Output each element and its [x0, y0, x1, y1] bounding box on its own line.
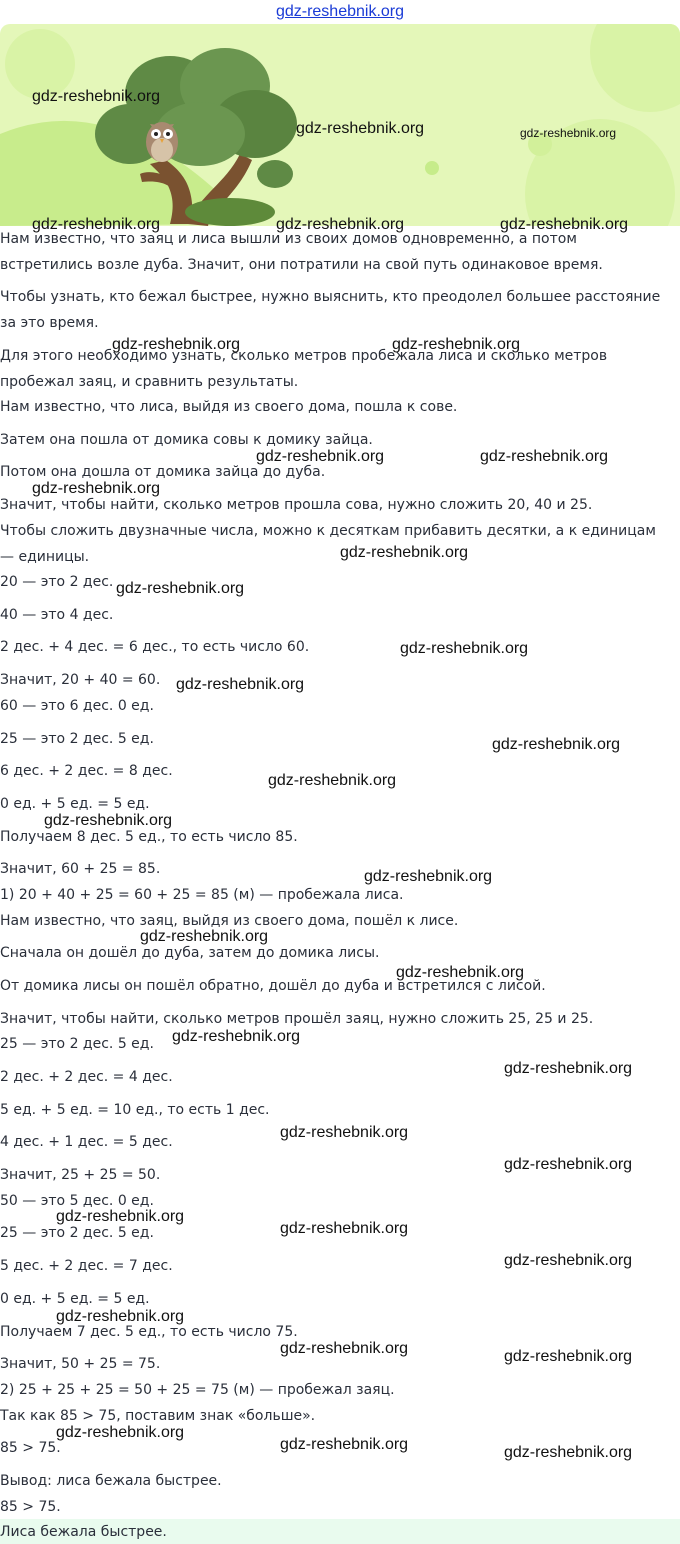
- text-line: Значит, чтобы найти, сколько метров прошёл заяц, нужно сложить 25, 25 и 25.: [0, 1011, 594, 1027]
- site-link[interactable]: gdz-reshebnik.org: [275, 3, 405, 20]
- watermark: gdz-reshebnik.org: [280, 1436, 409, 1453]
- text-line: 25 — это 2 дес. 5 ед.: [0, 1036, 154, 1052]
- watermark: gdz-reshebnik.org: [32, 480, 161, 497]
- text-line: Значит, 60 + 25 = 85.: [0, 861, 161, 877]
- text-line: 2) 25 + 25 + 25 = 50 + 25 = 75 (м) — пробежал заяц.: [0, 1382, 395, 1398]
- watermark: gdz-reshebnik.org: [396, 964, 525, 981]
- text-line: 25 — это 2 дес. 5 ед.: [0, 1225, 154, 1241]
- watermark: gdz-reshebnik.org: [44, 812, 173, 829]
- text-line: Чтобы сложить двузначные числа, можно к десяткам прибавить десятки, а к единицам: [0, 523, 656, 539]
- watermark: gdz-reshebnik.org: [32, 216, 161, 233]
- text-line: 5 дес. + 2 дес. = 7 дес.: [0, 1258, 173, 1274]
- text-line: Вывод: лиса бежала быстрее.: [0, 1473, 222, 1489]
- watermark: gdz-reshebnik.org: [280, 1124, 409, 1141]
- watermark: gdz-reshebnik.org: [500, 216, 629, 233]
- watermark: gdz-reshebnik.org: [340, 544, 469, 561]
- text-line: 25 — это 2 дес. 5 ед.: [0, 731, 154, 747]
- text-line: 5 ед. + 5 ед. = 10 ед., то есть 1 дес.: [0, 1102, 270, 1118]
- text-line: 4 дес. + 1 дес. = 5 дес.: [0, 1134, 173, 1150]
- watermark: gdz-reshebnik.org: [504, 1444, 633, 1461]
- watermark: gdz-reshebnik.org: [504, 1252, 633, 1269]
- watermark: gdz-reshebnik.org: [364, 868, 493, 885]
- text-line: Потом она дошла от домика зайца до дуба.: [0, 464, 326, 480]
- watermark: gdz-reshebnik.org: [32, 88, 161, 105]
- watermark: gdz-reshebnik.org: [268, 772, 397, 789]
- text-line: 2 дес. + 4 дес. = 6 дес., то есть число 60.: [0, 639, 310, 655]
- watermark: gdz-reshebnik.org: [400, 640, 529, 657]
- watermark: gdz-reshebnik.org: [140, 928, 269, 945]
- watermark: gdz-reshebnik.org: [280, 1220, 409, 1237]
- text-line: Для этого необходимо узнать, сколько метров пробежала лиса и сколько метров: [0, 348, 608, 364]
- text-line: 50 — это 5 дес. 0 ед.: [0, 1193, 154, 1209]
- watermark: gdz-reshebnik.org: [56, 1308, 185, 1325]
- watermark: gdz-reshebnik.org: [256, 448, 385, 465]
- text-line: Значит, 50 + 25 = 75.: [0, 1356, 161, 1372]
- text-line: 6 дес. + 2 дес. = 8 дес.: [0, 763, 173, 779]
- watermark: gdz-reshebnik.org: [176, 676, 305, 693]
- watermark: gdz-reshebnik.org: [504, 1156, 633, 1173]
- text-line: 1) 20 + 40 + 25 = 60 + 25 = 85 (м) — пробежала лиса.: [0, 887, 404, 903]
- watermark: gdz-reshebnik.org: [504, 1060, 633, 1077]
- text-line: Так как 85 > 75, поставим знак «больше».: [0, 1408, 316, 1424]
- text-line: встретились возле дуба. Значит, они потратили на свой путь одинаковое время.: [0, 257, 603, 273]
- text-line: 40 — это 4 дес.: [0, 607, 114, 623]
- text-line: 20 — это 2 дес.: [0, 574, 114, 590]
- text-line: Нам известно, что заяц, выйдя из своего дома, пошёл к лисе.: [0, 913, 459, 929]
- text-line: 0 ед. + 5 ед. = 5 ед.: [0, 1291, 150, 1307]
- watermark: gdz-reshebnik.org: [56, 1424, 185, 1441]
- text-line: 2 дес. + 2 дес. = 4 дес.: [0, 1069, 173, 1085]
- text-line: — единицы.: [0, 549, 90, 565]
- text-line: Нам известно, что лиса, выйдя из своего дома, пошла к сове.: [0, 399, 458, 415]
- text-line: Получаем 8 дес. 5 ед., то есть число 85.: [0, 829, 298, 845]
- watermark: gdz-reshebnik.org: [480, 448, 609, 465]
- watermark: gdz-reshebnik.org: [112, 336, 241, 353]
- watermark: gdz-reshebnik.org: [276, 216, 405, 233]
- text-line: Значит, чтобы найти, сколько метров прошла сова, нужно сложить 20, 40 и 25.: [0, 497, 593, 513]
- watermark: gdz-reshebnik.org: [520, 126, 617, 140]
- watermark: gdz-reshebnik.org: [296, 120, 425, 137]
- text-line: Нам известно, что заяц и лиса вышли из своих домов одновременно, а потом: [0, 231, 577, 247]
- site-header: [0, 0, 680, 24]
- watermark: gdz-reshebnik.org: [172, 1028, 301, 1045]
- watermark: gdz-reshebnik.org: [504, 1348, 633, 1365]
- text-line: 0 ед. + 5 ед. = 5 ед.: [0, 796, 150, 812]
- conclusion-text: Лиса бежала быстрее.: [0, 1524, 167, 1540]
- text-line: Получаем 7 дес. 5 ед., то есть число 75.: [0, 1324, 298, 1340]
- watermark: gdz-reshebnik.org: [392, 336, 521, 353]
- text-line: Значит, 25 + 25 = 50.: [0, 1167, 161, 1183]
- text-line: пробежал заяц, и сравнить результаты.: [0, 374, 299, 390]
- text-line: Чтобы узнать, кто бежал быстрее, нужно выяснить, кто преодолел большее расстояние: [0, 289, 661, 305]
- text-line: Затем она пошла от домика совы к домику зайца.: [0, 432, 373, 448]
- watermark: gdz-reshebnik.org: [280, 1340, 409, 1357]
- text-line: за это время.: [0, 315, 99, 331]
- text-line: 60 — это 6 дес. 0 ед.: [0, 698, 154, 714]
- watermark: gdz-reshebnik.org: [116, 580, 245, 597]
- text-line: Сначала он дошёл до дуба, затем до домика лисы.: [0, 945, 380, 961]
- text-line: 85 > 75.: [0, 1499, 61, 1515]
- text-line: 85 > 75.: [0, 1440, 61, 1456]
- watermark: gdz-reshebnik.org: [492, 736, 621, 753]
- text-line: Значит, 20 + 40 = 60.: [0, 672, 161, 688]
- text-line: От домика лисы он пошёл обратно, дошёл до дуба и встретился с лисой.: [0, 978, 546, 994]
- watermark: gdz-reshebnik.org: [56, 1208, 185, 1225]
